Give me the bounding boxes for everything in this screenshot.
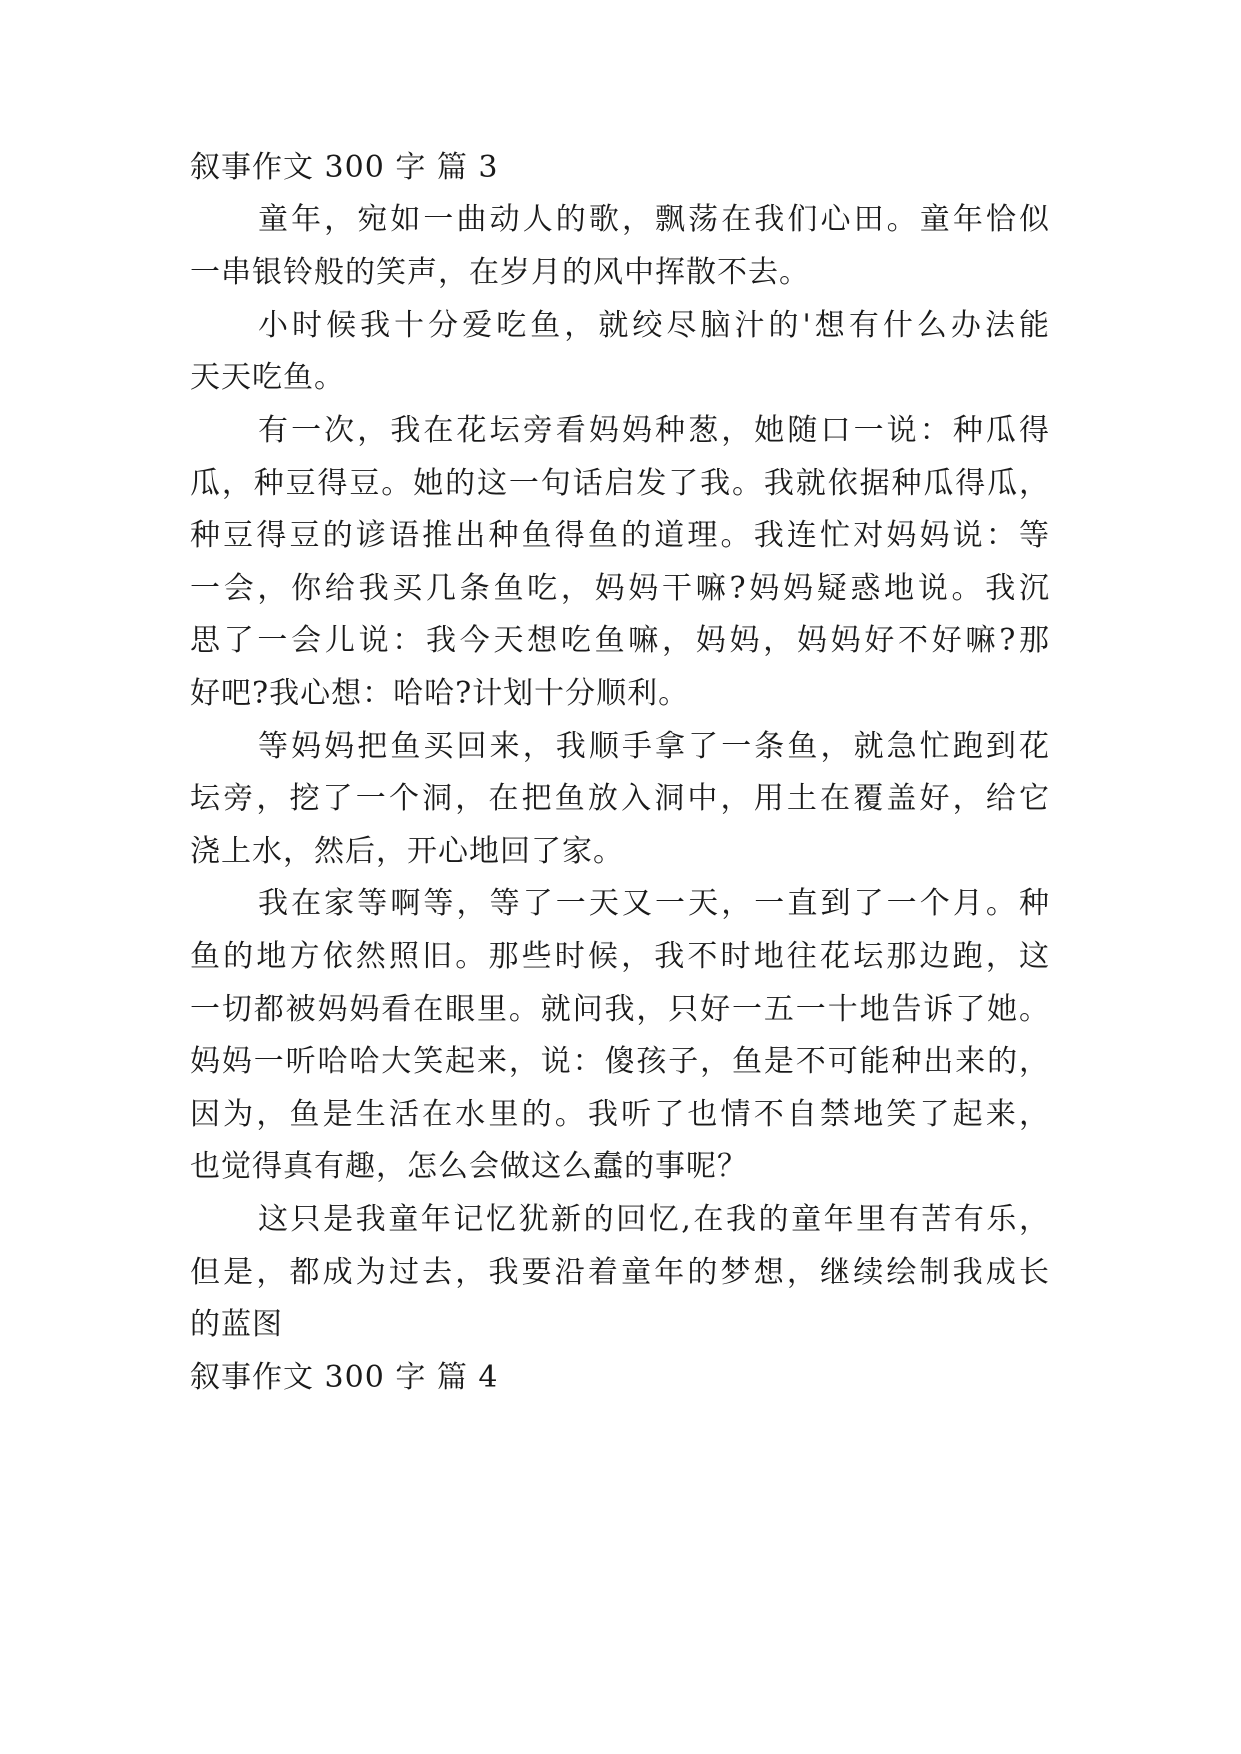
paragraph-5-line-6: 也觉得真有趣，怎么会做这么蠢的事呢？ (190, 1149, 748, 1184)
paragraph-4-line-1: 等妈妈把鱼买回来，我顺手拿了一条鱼，就急忙跑到花 (258, 729, 1050, 764)
paragraph-2-line-2: 天天吃鱼。 (190, 360, 345, 395)
paragraph-4-line-3: 浇上水，然后，开心地回了家。 (190, 834, 624, 869)
paragraph-3-line-4: 一会，你给我买几条鱼吃，妈妈干嘛?妈妈疑惑地说。我沉 (190, 571, 1050, 606)
section-heading-3: 叙事作文 300 字 篇 3 (190, 150, 499, 185)
section-heading-4: 叙事作文 300 字 篇 4 (190, 1360, 499, 1395)
paragraph-3-line-5: 思了一会儿说：我今天想吃鱼嘛，妈妈，妈妈好不好嘛?那 (190, 623, 1050, 658)
paragraph-3-line-1: 有一次，我在花坛旁看妈妈种葱，她随口一说：种瓜得 (258, 413, 1050, 448)
paragraph-6-line-1: 这只是我童年记忆犹新的回忆,在我的童年里有苦有乐， (258, 1202, 1050, 1237)
paragraph-1-line-1: 童年，宛如一曲动人的歌，飘荡在我们心田。童年恰似 (258, 202, 1050, 237)
paragraph-5-line-5: 因为，鱼是生活在水里的。我听了也情不自禁地笑了起来， (190, 1097, 1050, 1132)
paragraph-2-line-1: 小时候我十分爱吃鱼，就绞尽脑汁的'想有什么办法能 (258, 308, 1050, 343)
paragraph-4-line-2: 坛旁，挖了一个洞，在把鱼放入洞中，用土在覆盖好，给它 (190, 781, 1050, 816)
paragraph-6-line-2: 但是，都成为过去，我要沿着童年的梦想，继续绘制我成长 (190, 1255, 1050, 1290)
paragraph-3-line-6: 好吧?我心想：哈哈?计划十分顺利。 (190, 676, 690, 711)
paragraph-3-line-2: 瓜，种豆得豆。她的这一句话启发了我。我就依据种瓜得瓜， (190, 466, 1050, 501)
paragraph-5-line-3: 一切都被妈妈看在眼里。就问我，只好一五一十地告诉了她。 (190, 992, 1050, 1027)
paragraph-5-line-4: 妈妈一听哈哈大笑起来，说：傻孩子，鱼是不可能种出来的， (190, 1044, 1050, 1079)
paragraph-1-line-2: 一串银铃般的笑声，在岁月的风中挥散不去。 (190, 255, 810, 290)
paragraph-6-line-3: 的蓝图 (190, 1307, 283, 1342)
paragraph-5-line-2: 鱼的地方依然照旧。那些时候，我不时地往花坛那边跑，这 (190, 939, 1050, 974)
paragraph-5-line-1: 我在家等啊等，等了一天又一天，一直到了一个月。种 (258, 886, 1050, 921)
paragraph-3-line-3: 种豆得豆的谚语推出种鱼得鱼的道理。我连忙对妈妈说：等 (190, 518, 1050, 553)
